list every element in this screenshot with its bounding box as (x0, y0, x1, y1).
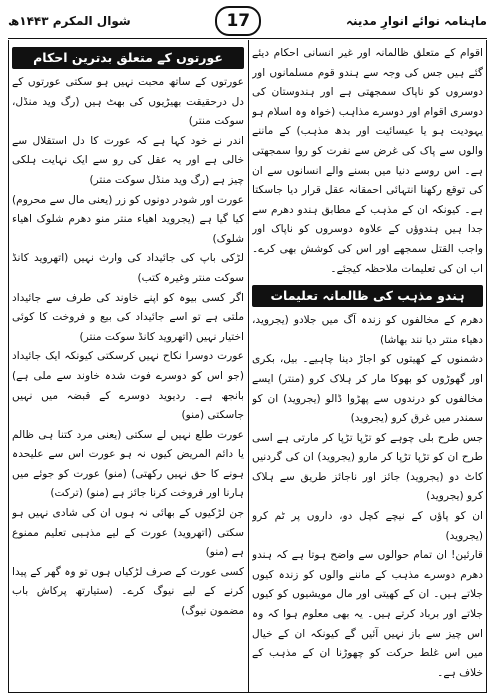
page-header (8, 4, 487, 38)
column-divider (248, 40, 249, 692)
footer-rule (8, 692, 487, 693)
paragraph: عورت طلع نہیں لے سکتی (یعنی مرد کتنا ہی ظالم یا دائم المریض کیوں نہ ہو عورت اس سے علیحدہ ہونے کا حق نہیں رکھتی) (منو) عورت کو جوئے میں ہارنا اور فروخت کرنا جائز ہے (منو) (ترکت) (12, 428, 244, 500)
paragraph: جس طرح بلی چوہے کو تڑپا تڑپا کر مارتی ہے اسی طرح ان کو تڑپا تڑپا کر مارو (یجروید) ان کی گردنیں کاٹ دو (یجروید) جائز اور ناجائز طریق سے ہلاک کرو (یجروید) (252, 431, 483, 503)
paragraph: اندر نے خود کہا ہے کہ عورت کا دل استقلال سے خالی ہے اور یہ عقل کی رو سے ایک نہایت ہلکی چیز ہے (رگ وید منڈل سوکت منتر) (12, 134, 244, 186)
paragraph: عورت اور شودر دونوں کو زر (یعنی مال سے محروم) کیا گیا ہے (یجروید اھیاء منتر منو دھرم شلوک اھیاء شلوک) (12, 193, 244, 245)
magazine-title: ماہنامہ نوائے انوارِ مدینہ (345, 14, 487, 28)
page-number-badge: 17 (215, 6, 261, 36)
section-title-hindu-teachings: ہندو مذہب کی ظالمانہ تعلیمات (252, 285, 483, 307)
paragraph: دشمنوں کے کھیتوں کو اجاڑ دینا چاہیے۔ بیل، بکری اور گھوڑوں کو بھوکا مار کر ہلاک کرو (منتر) ایسے مخالفوں کو درندوں سے پھڑوا ڈالو (یجروید) ان کو سمندر میں غرق کرو (یجروید) (252, 353, 483, 425)
paragraph: قارئین! ان تمام حوالوں سے واضح ہوتا ہے کہ ہندو دھرم دوسرے مذہب کے ماننے والوں کو زندہ کیوں جلاتے ہیں۔ ان کے کھیتی اور مال مویشیوں کو کیوں جلاتے اور برباد کرتے ہیں۔ یہ بھی معلوم ہوا کہ وہ اس چیز سے باز نہیں آئیں گے کیونکہ ان کے خیال میں اس غلط حرکت کو چھوڑنا ان کے مذہب کے خلاف ہے۔ (252, 549, 483, 679)
right-column (252, 44, 483, 690)
paragraph: عورت دوسرا نکاح نہیں کرسکتی کیونکہ ایک جائیداد (جو اس کو دوسرے فوت شدہ خاوند سے ملی ہے) بانجھ ہے۔ ردیوید دوسرے کے قبضہ میں نہیں جاسکتی (منو) (12, 350, 244, 422)
header-rule (8, 38, 487, 39)
paragraph: اگر کسی بیوہ کو اپنے خاوند کی طرف سے جائیداد ملتی ہے تو اسے جائیداد کی بیع و فروخت کا کوئی اختیار نہیں (اتھروید کانڈ سوکت منتر) (12, 291, 244, 343)
left-column (12, 44, 244, 690)
issue-date: شوال المکرم ۱۴۴۳ھ (8, 14, 131, 28)
paragraph: جن لڑکیوں کے بھائی نہ ہوں ان کی شادی نہیں ہو سکتی (اتھروید) عورت کے لیے مذہبی تعلیم ممنوع ہے (منو) (12, 507, 244, 559)
paragraph: عورتوں کے ساتھ محبت نہیں ہو سکتی عورتوں کے دل درحقیقت بھیڑیوں کی بھٹ ہیں (رگ وید منڈل، سوکت منتر) (12, 76, 244, 128)
paragraph: دھرم کے مخالفوں کو زندہ آگ میں جلادو (یجروید، دھیاء منتر دیا نند بھاشا) (252, 314, 483, 346)
paragraph: ان کو پاؤں کے نیچے کچل دو، داروں پر ٹم کرو (یجروید) (252, 510, 483, 542)
paragraph: اقوام کے متعلق ظالمانہ اور غیر انسانی احکام دیئے گئے ہیں جس کی وجہ سے ہندو قوم مسلمانوں اور دوسروں کو ناپاک سمجھتی ہے اور ہندوستان کی دوسری اقوام اور دوسرے مذاہب (خواہ وہ اسلام ہو یہودیت ہو یا عیسائیت اور بدھ مذہب) کے ماننے والوں سے پاک کی غرض سے نفرت کو روا سمجھتی ہے۔ اس روسے دنیا میں بسنے والے انسانوں سے ان کی توقع رکھنا انتہائی احمقانہ عقل قرار دیا جاسکتا ہے۔ کیونکہ ان کے مذہب کے مطابق ہندو دھرم سے جدا ہیں ہندوؤں کے علاوہ دوسروں کو ناپاک اور واجب القتل سمجھے اور اس کی کوشش بھی کرے۔ اب ان کی تعلیمات ملاحظہ کیجئے۔ (252, 47, 483, 275)
section-title-women-laws: عورتوں کے متعلق بدترین احکام (12, 47, 244, 69)
paragraph: لڑکی باپ کی جائیداد کی وارث نہیں (اتھروید کانڈ سوکت منتر وغیرہ کتب) (12, 252, 244, 284)
paragraph: کسی عورت کے صرف لڑکیاں ہوں تو وہ گھر کے پیدا کرنے کے لیے نیوگ کرے۔ (ستیارتھ پرکاش باب مضمون نیوگ) (12, 565, 244, 618)
